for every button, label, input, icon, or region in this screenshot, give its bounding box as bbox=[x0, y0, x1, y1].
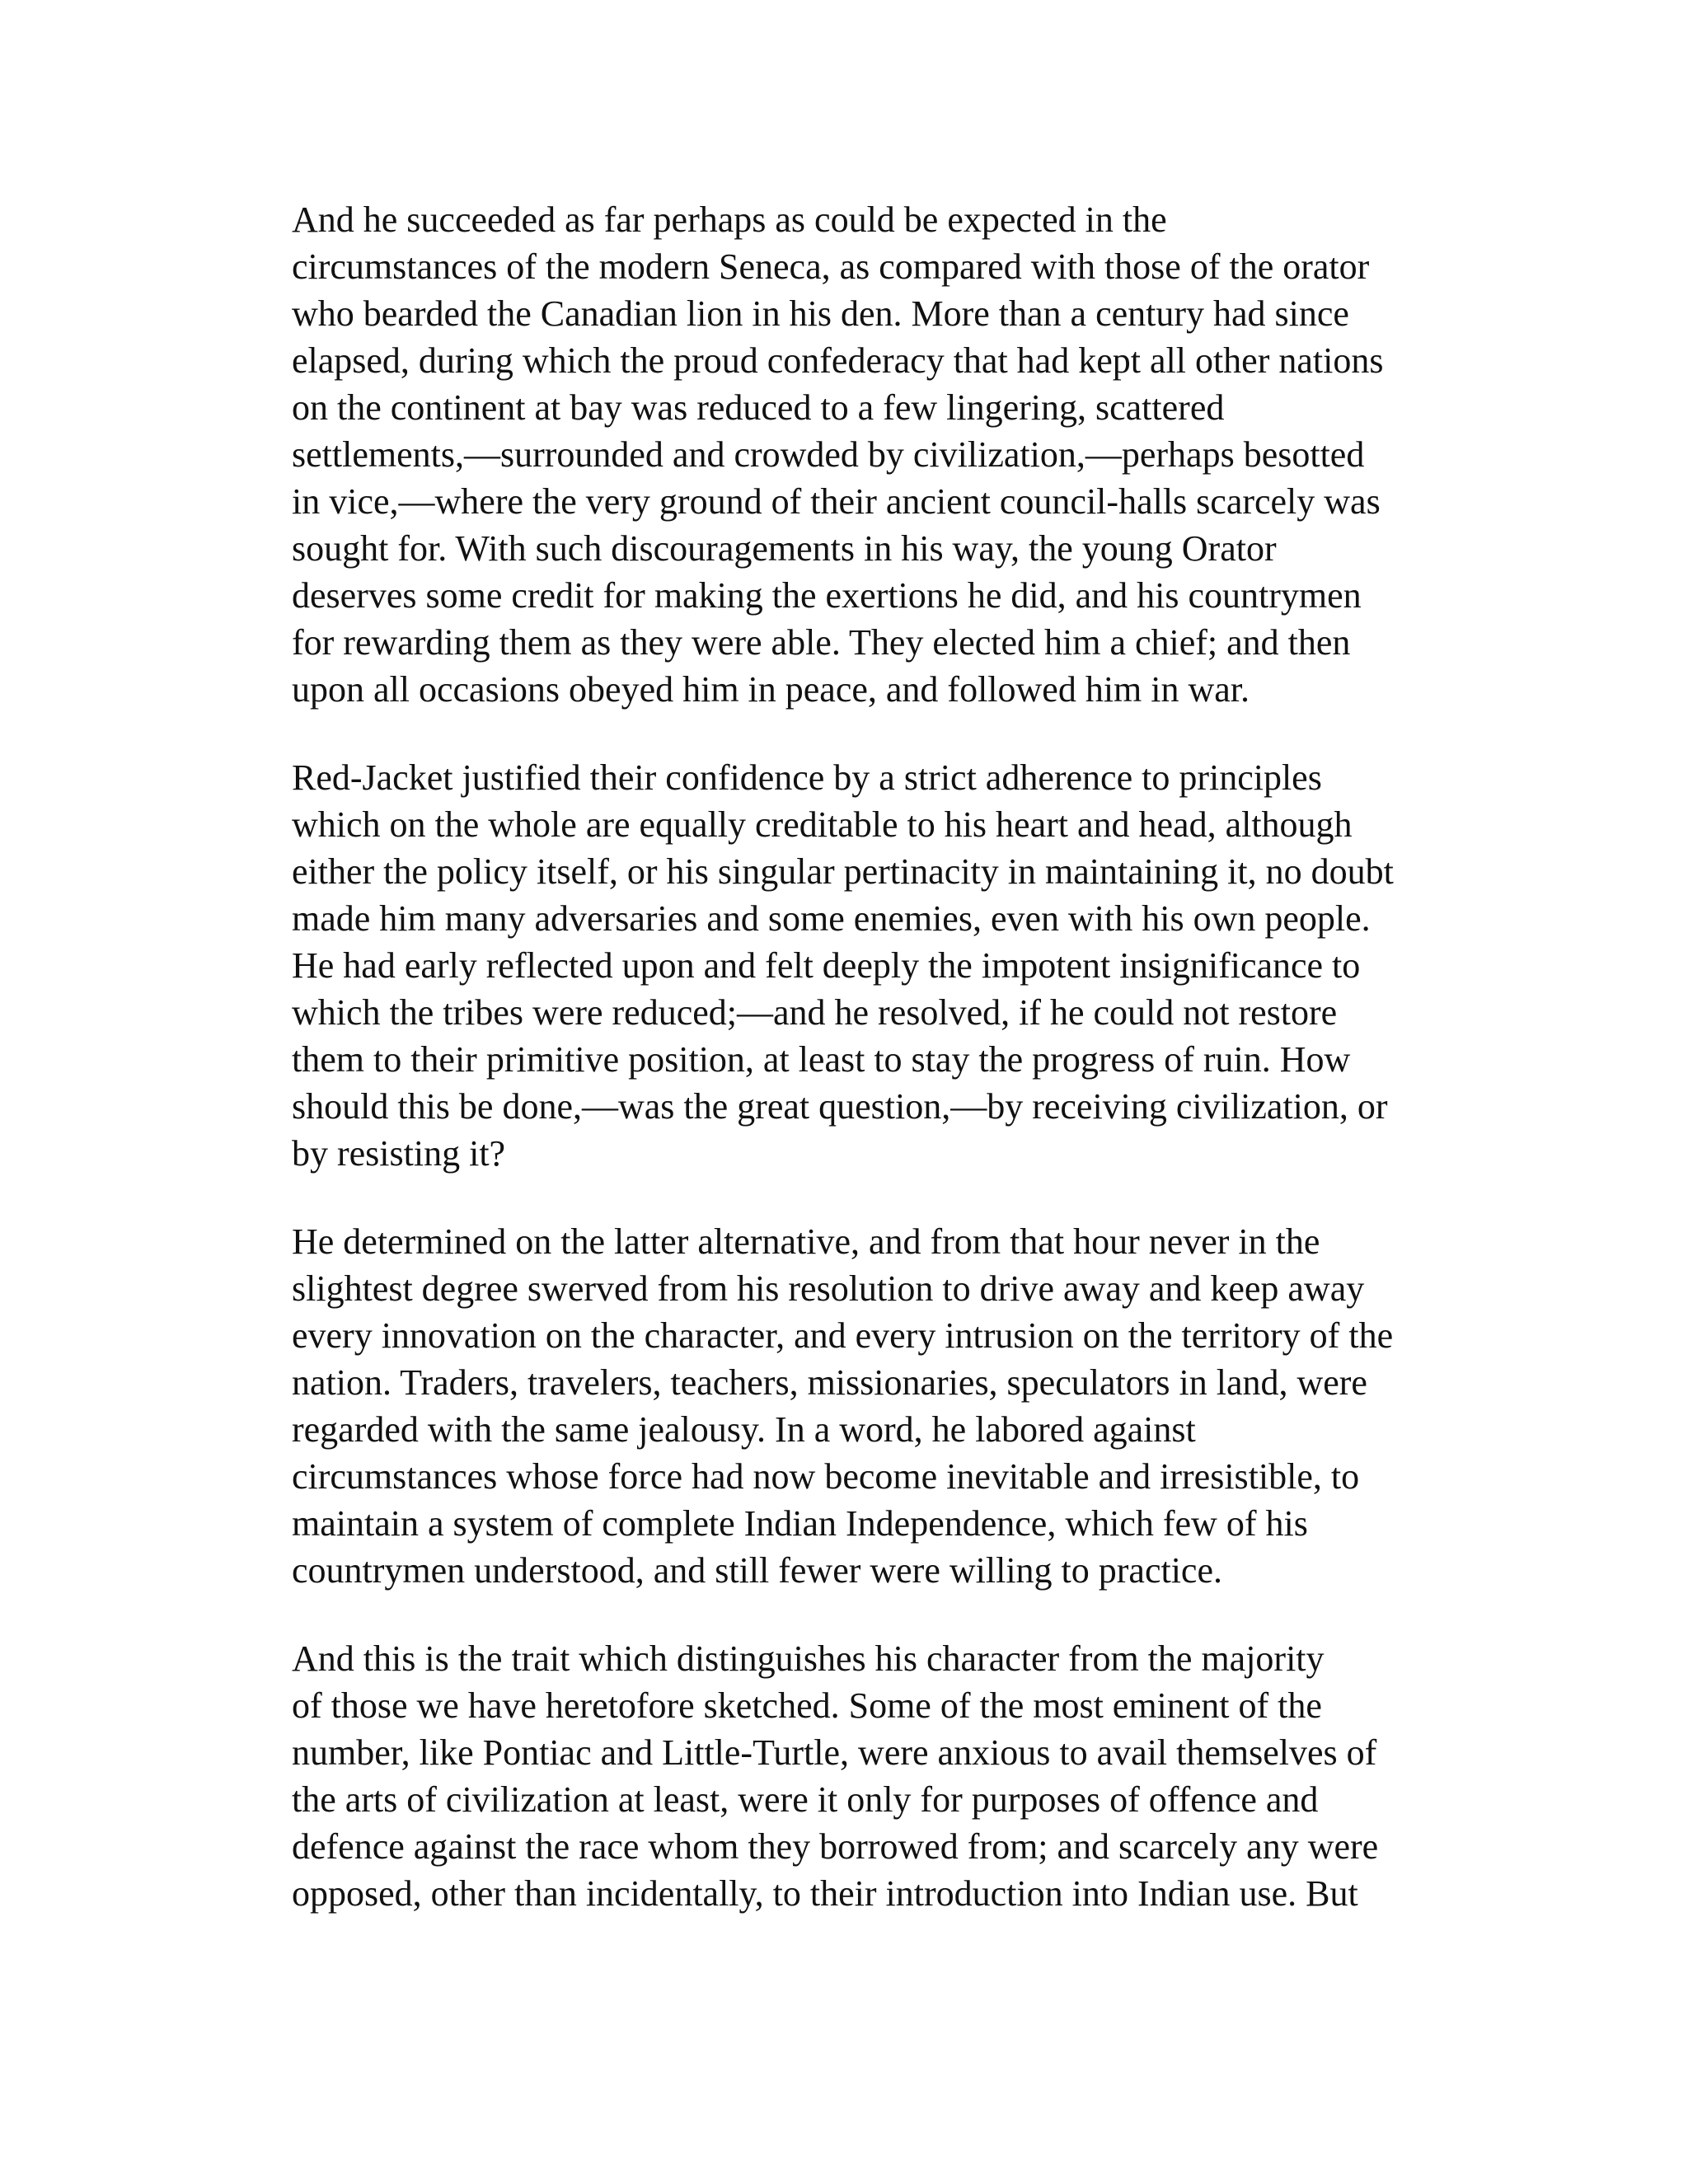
text-line: countrymen understood, and still fewer were willing to practice. bbox=[292, 1550, 1222, 1591]
text-line: maintain a system of complete Indian Independence, which few of his bbox=[292, 1503, 1308, 1544]
paragraph-3 bbox=[211, 1218, 1480, 1594]
text-line: them to their primitive position, at least to stay the progress of ruin. How bbox=[292, 1039, 1351, 1080]
text-line: And he succeeded as far perhaps as could be expected in the bbox=[292, 199, 1167, 240]
text-line: of those we have heretofore sketched. Some of the most eminent of the bbox=[292, 1685, 1322, 1726]
text-line: deserves some credit for making the exertions he did, and his countrymen bbox=[292, 575, 1362, 616]
text-line: for rewarding them as they were able. They elected him a chief; and then bbox=[292, 622, 1351, 663]
text-line: either the policy itself, or his singular pertinacity in maintaining it, no doubt bbox=[292, 851, 1394, 892]
text-line: He had early reflected upon and felt deeply the impotent insignificance to bbox=[292, 945, 1361, 986]
text-line: on the continent at bay was reduced to a few lingering, scattered bbox=[292, 387, 1225, 428]
text-line: made him many adversaries and some enemies, even with his own people. bbox=[292, 898, 1371, 939]
text-line: who bearded the Canadian lion in his den. More than a century had since bbox=[292, 293, 1349, 334]
text-line: defence against the race whom they borrowed from; and scarcely any were bbox=[292, 1826, 1379, 1867]
text-line: slightest degree swerved from his resolution to drive away and keep away bbox=[292, 1268, 1365, 1309]
text-line: He determined on the latter alternative, and from that hour never in the bbox=[292, 1221, 1320, 1262]
text-line: the arts of civilization at least, were it only for purposes of offence and bbox=[292, 1779, 1319, 1820]
text-line: upon all occasions obeyed him in peace, and followed him in war. bbox=[292, 669, 1250, 710]
paragraph-4 bbox=[211, 1635, 1480, 1917]
text-line: nation. Traders, travelers, teachers, missionaries, speculators in land, were bbox=[292, 1362, 1367, 1403]
text-line: which on the whole are equally creditable to his heart and head, although bbox=[292, 804, 1353, 845]
paragraph-1 bbox=[211, 196, 1480, 713]
text-line: by resisting it? bbox=[292, 1133, 506, 1174]
text-line: every innovation on the character, and every intrusion on the territory of the bbox=[292, 1315, 1394, 1356]
text-line: And this is the trait which distinguishes his character from the majority bbox=[292, 1638, 1325, 1679]
text-line: sought for. With such discouragements in his way, the young Orator bbox=[292, 528, 1277, 569]
text-line: circumstances whose force had now become inevitable and irresistible, to bbox=[292, 1456, 1360, 1497]
text-line: should this be done,—was the great question,—by receiving civilization, or bbox=[292, 1086, 1388, 1127]
text-line: number, like Pontiac and Little-Turtle, were anxious to avail themselves of bbox=[292, 1732, 1377, 1773]
body-text bbox=[211, 196, 1480, 1958]
text-line: elapsed, during which the proud confederacy that had kept all other nations bbox=[292, 340, 1384, 381]
text-line: which the tribes were reduced;—and he resolved, if he could not restore bbox=[292, 992, 1338, 1033]
text-line: circumstances of the modern Seneca, as compared with those of the orator bbox=[292, 246, 1370, 287]
text-line: settlements,—surrounded and crowded by civilization,—perhaps besotted bbox=[292, 434, 1365, 475]
text-line: regarded with the same jealousy. In a word, he labored against bbox=[292, 1409, 1196, 1450]
text-line: in vice,—where the very ground of their ancient council-halls scarcely was bbox=[292, 481, 1381, 522]
paragraph-2 bbox=[211, 754, 1480, 1177]
text-line: opposed, other than incidentally, to their introduction into Indian use. But bbox=[292, 1873, 1358, 1914]
text-line: Red-Jacket justified their confidence by a strict adherence to principles bbox=[292, 757, 1322, 798]
